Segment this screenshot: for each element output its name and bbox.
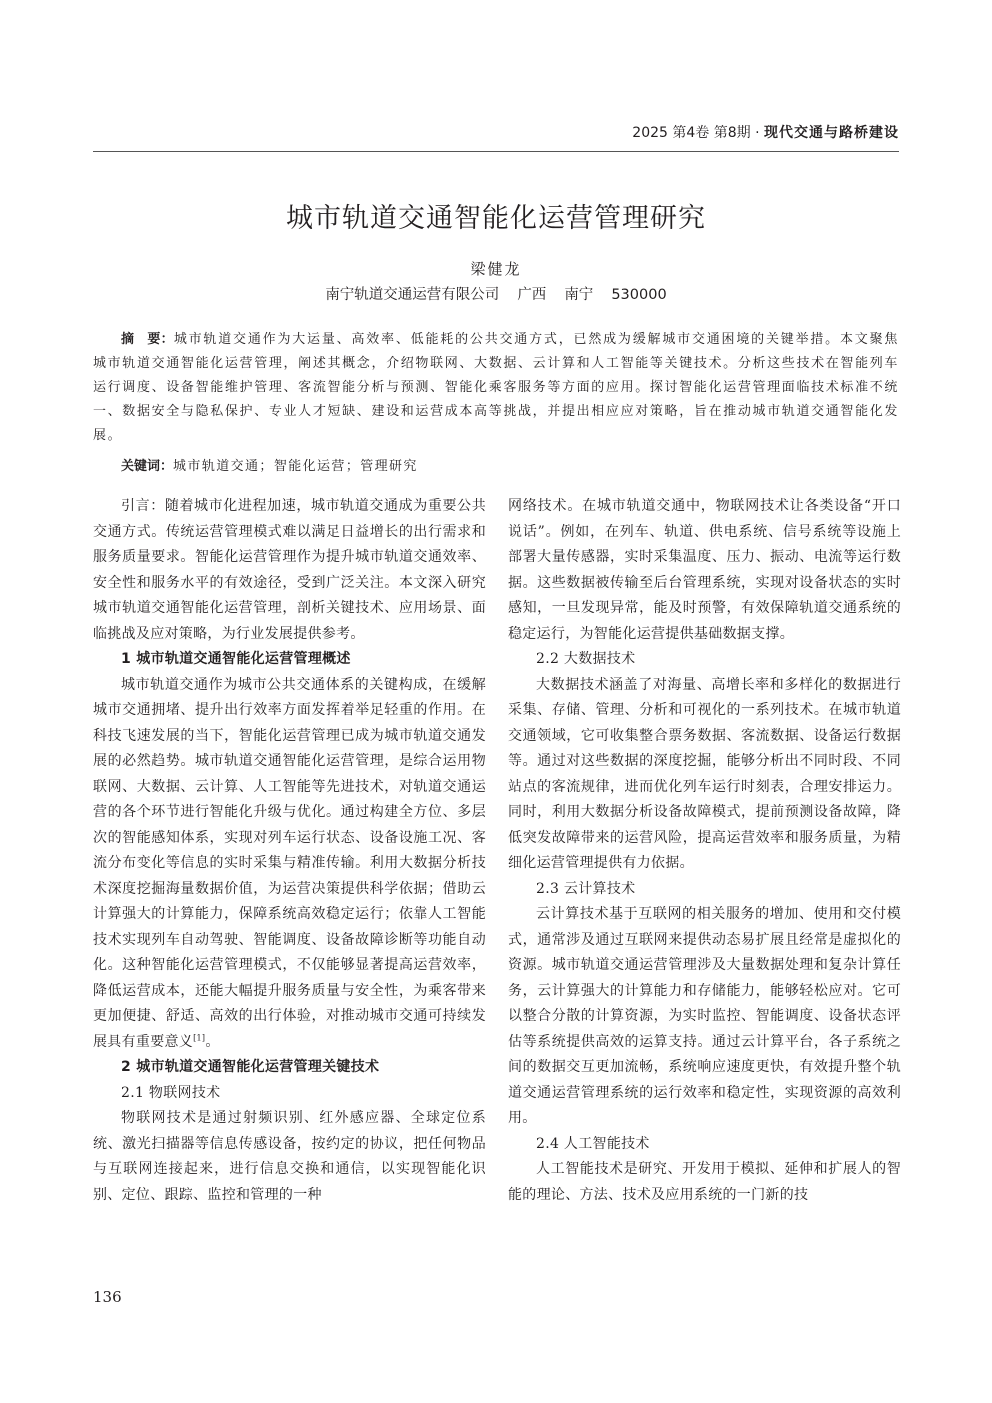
running-header	[93, 122, 899, 148]
paper-title: 城市轨道交通智能化运营管理研究	[286, 203, 706, 234]
page-number: 136	[93, 1288, 122, 1306]
keywords-label: 关键词：	[121, 459, 174, 474]
header-rule	[93, 151, 899, 152]
intro-paragraph: 引言：随着城市化进程加速，城市轨道交通成为重要公共交通方式。传统运营管理模式难以满足日益增长的出行需求和服务质量要求。智能化运营管理作为提升城市轨道交通效率、安全性和服务水平的有效途径，受到广泛关注。本文深入研究城市轨道交通智能化运营管理，剖析关键技术、应用场景、面临挑战及应对策略，为行业发展提供参考。	[93, 498, 486, 642]
section-1-text-end: 。	[205, 1033, 220, 1050]
section-1-heading: 1 城市轨道交通智能化运营管理概述	[121, 651, 351, 667]
abstract	[93, 328, 899, 448]
affiliation	[0, 283, 992, 304]
section-2-3-heading: 2.3 云计算技术	[536, 880, 636, 897]
section-2-2-heading: 2.2 大数据技术	[536, 651, 636, 667]
affiliation-org: 南宁轨道交通运营有限公司	[325, 287, 500, 303]
abstract-label: 摘 要：	[121, 332, 174, 347]
section-1-text: 城市轨道交通作为城市公共交通体系的关键构成，在缓解城市交通拥堵、提升出行效率方面发挥着举足轻重的作用。在科技飞速发展的当下，智能化运营管理已成为城市轨道交通发展的必然趋势。城市轨道交通智能化运营管理，是综合运用物联网、大数据、云计算、人工智能等先进技术，对轨道交通运营的各个环节进行智能化升级与优化。通过构建全方位、多层次的智能感知体系，实现对列车运行状态、设备设施工况、客流分布变化等信息的实时采集与精准传输。利用大数据分析技术深度挖掘海量数据价值，为运营决策提供科学依据；借助云计算强大的计算能力，保障系统高效稳定运行；依靠人工智能技术实现列车自动驾驶、智能调度、设备故障诊断等功能自动化。这种智能化运营管理模式，不仅能够显著提高运营效率，降低运营成本，还能大幅提升服务质量与安全性，为乘客带来更加便捷、舒适、高效的出行体验，对推动城市交通可持续发展具有重要意义	[93, 676, 486, 1050]
journal-name: 现代交通与路桥建设	[764, 125, 899, 141]
section-2-1-paragraph-continued: 网络技术。在城市轨道交通中，物联网技术让各类设备“开口说话”。例如，在列车、轨道、供电系统、信号系统等设施上部署大量传感器，实时采集温度、压力、振动、电流等运行数据。这些数据被传输至后台管理系统，实现对设备状态的实时感知，一旦发现异常，能及时预警，有效保障轨道交通系统的稳定运行，为智能化运营提供基础数据支撑。	[508, 498, 901, 642]
section-2-4-heading: 2.4 人工智能技术	[536, 1135, 650, 1152]
section-2-heading: 2 城市轨道交通智能化运营管理关键技术	[121, 1059, 380, 1075]
right-column	[508, 494, 901, 1208]
abstract-text: 城市轨道交通作为大运量、高效率、低能耗的公共交通方式，已然成为缓解城市交通困境的关键举措。本文聚焦城市轨道交通智能化运营管理，阐述其概念，介绍物联网、大数据、云计算和人工智能等关键技术。分析这些技术在智能列车运行调度、设备智能维护管理、客流智能分析与预测、智能化乘客服务等方面的应用。探讨智能化运营管理面临技术标准不统一、数据安全与隐私保护、专业人才短缺、建设和运营成本高等挑战，并提出相应应对策略，旨在推动城市轨道交通智能化发展。	[93, 332, 899, 443]
citation-ref: [1]	[193, 1032, 206, 1042]
issue-info: 2025 第4卷 第8期 ·	[632, 125, 764, 141]
section-2-3-paragraph: 云计算技术基于互联网的相关服务的增加、使用和交付模式，通常涉及通过互联网来提供动态易扩展且经常是虚拟化的资源。城市轨道交通运营管理涉及大量数据处理和复杂计算任务，云计算强大的计算能力和存储能力，能够轻松应对。它可以整合分散的计算资源，为实时监控、智能调度、设备状态评估等系统提供高效的运算支持。通过云计算平台，各子系统之间的数据交互更加流畅，系统响应速度更快，有效提升整个轨道交通运营管理系统的运行效率和稳定性，实现资源的高效利用。	[508, 906, 901, 1126]
left-column	[93, 494, 486, 1208]
section-2-1-heading: 2.1 物联网技术	[121, 1084, 221, 1101]
section-1-paragraph	[93, 673, 486, 1056]
author-name: 梁健龙	[470, 260, 522, 278]
affiliation-city: 南宁	[564, 287, 594, 303]
affiliation-postcode: 530000	[611, 287, 667, 303]
section-2-4-paragraph: 人工智能技术是研究、开发用于模拟、延伸和扩展人的智能的理论、方法、技术及应用系统的一门新的技	[508, 1161, 901, 1203]
section-2-2-paragraph: 大数据技术涵盖了对海量、高增长率和多样化的数据进行采集、存储、管理、分析和可视化的一系列技术。在城市轨道交通领域，它可收集整合票务数据、客流数据、设备运行数据等。通过对这些数据的深度挖掘，能够分析出不同时段、不同站点的客流规律，进而优化列车运行时刻表，合理安排运力。同时，利用大数据分析设备故障模式，提前预测设备故障，降低突发故障带来的运营风险，提高运营效率和服务质量，为精细化运营管理提供有力依据。	[508, 676, 901, 871]
keywords	[121, 455, 899, 479]
keywords-text: 城市轨道交通；智能化运营；管理研究	[173, 459, 418, 474]
section-2-1-paragraph-start: 物联网技术是通过射频识别、红外感应器、全球定位系统、激光扫描器等信息传感设备，按约定的协议，把任何物品与互联网连接起来，进行信息交换和通信，以实现智能化识别、定位、跟踪、监控和管理的一种	[93, 1110, 486, 1203]
affiliation-province: 广西	[517, 287, 547, 303]
